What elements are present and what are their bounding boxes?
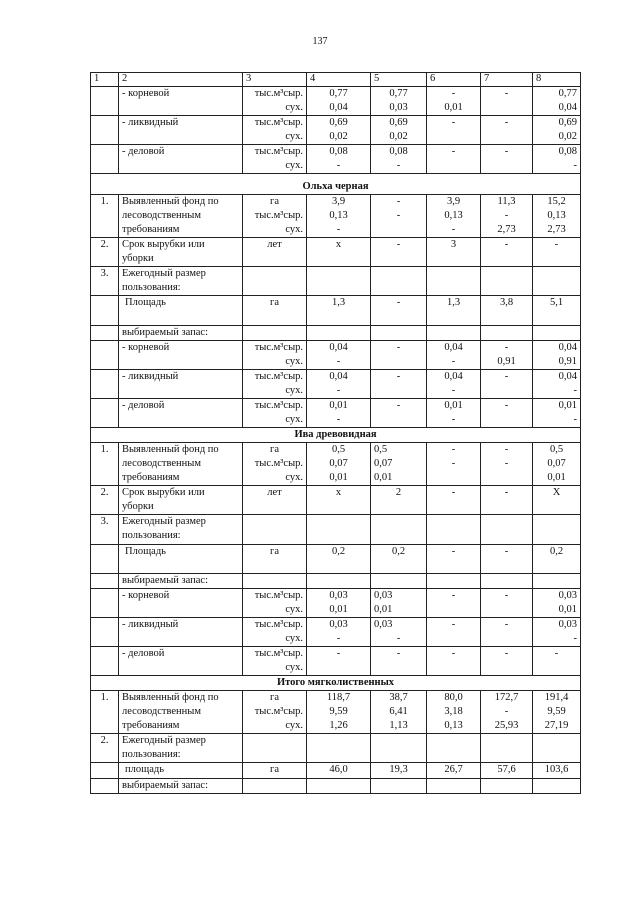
unit-label: лет [267, 487, 282, 499]
table-row [91, 544, 581, 573]
unit-label: тыс.м³сыр. [254, 341, 303, 353]
table-cell: 0,08 [389, 145, 408, 157]
row-label: требованиям [122, 224, 180, 236]
header-cell: 2 [119, 73, 243, 87]
table-cell: - [504, 618, 509, 630]
table-cell: 3,9 [446, 196, 461, 208]
table-cell: 3,18 [444, 706, 463, 718]
table-cell: - [504, 210, 509, 222]
section-title: Итого мягколиственных [276, 677, 395, 689]
row-label: - корневой [122, 341, 170, 353]
table-cell: 9,59 [547, 706, 566, 718]
table-row [91, 325, 581, 340]
table-cell: 0,02 [389, 130, 408, 142]
table-cell: 6,41 [389, 706, 408, 718]
unit-label: тыс.м³сыр. [254, 145, 303, 157]
table-cell: - [336, 413, 341, 425]
table-cell: 0,01 [444, 101, 463, 113]
table-cell: - [451, 224, 456, 236]
unit-label: сух. [285, 472, 303, 484]
row-number: 1. [100, 692, 109, 704]
table-cell: 2,73 [497, 224, 516, 236]
table-cell: - [451, 618, 456, 630]
table-cell: х [335, 239, 342, 251]
row-number: 3. [100, 516, 109, 528]
unit-label: сух. [285, 413, 303, 425]
section-header-row [91, 173, 581, 194]
section-title: Ольха черная [302, 180, 369, 192]
table-cell: - [451, 355, 456, 367]
row-label: - корневой [122, 589, 170, 601]
table-row [91, 369, 581, 398]
table-cell: 0,91 [497, 355, 516, 367]
table-cell: 80,0 [444, 692, 463, 704]
table-cell: 5,1 [549, 297, 564, 309]
table-row [91, 763, 581, 778]
table-row [91, 617, 581, 646]
table-cell: 172,7 [494, 692, 519, 704]
table-cell: 1,26 [329, 720, 348, 732]
table-row [91, 588, 581, 617]
unit-label: сух. [285, 130, 303, 142]
table-cell: 0,04 [329, 101, 348, 113]
row-label: выбираемый запас: [122, 779, 209, 791]
row-label: - ликвидный [122, 618, 179, 630]
table-cell: 0,04 [329, 370, 348, 382]
table-cell: 19,3 [389, 764, 408, 776]
header-cell: 1 [91, 73, 119, 87]
table-cell: 0,13 [444, 210, 463, 222]
row-label: - ликвидный [122, 116, 179, 128]
table-cell: 0,13 [329, 210, 348, 222]
table-cell: - [504, 116, 509, 128]
table-row [91, 398, 581, 427]
table-cell: 0,07 [547, 458, 566, 470]
table-cell: 0,03 [329, 589, 348, 601]
row-number: 2. [100, 487, 109, 499]
table-cell: 0,01 [329, 472, 348, 484]
table-row [91, 486, 581, 515]
table-cell: 0,01 [558, 399, 577, 411]
row-label: Площадь [125, 545, 166, 557]
table-cell: 2 [395, 487, 402, 499]
unit-label: сух. [285, 603, 303, 615]
table-cell: - [504, 444, 509, 456]
table-row [91, 86, 581, 115]
table-cell: - [336, 632, 341, 644]
row-number: 2. [100, 735, 109, 747]
table-row [91, 573, 581, 588]
row-number: 1. [100, 444, 109, 456]
unit-label: сух. [285, 720, 303, 732]
row-label: выбираемый запас: [122, 574, 209, 586]
unit-label: тыс.м³сыр. [254, 399, 303, 411]
unit-label: лет [267, 239, 282, 251]
row-label: Площадь [125, 297, 166, 309]
row-label: лесоводственным [122, 458, 201, 470]
table-cell: 0,03 [389, 101, 408, 113]
table-row [91, 267, 581, 296]
table-row [91, 443, 581, 486]
table-row [91, 515, 581, 544]
table-cell: 0,69 [558, 116, 577, 128]
table-cell: - [396, 370, 401, 382]
table-cell: - [451, 545, 456, 557]
table-cell: - [504, 589, 509, 601]
row-label: требованиям [122, 472, 180, 484]
table-cell: 0,03 [329, 618, 348, 630]
forest-resource-table [90, 72, 581, 794]
table-cell: - [396, 341, 401, 353]
table-cell: 26,7 [444, 764, 463, 776]
table-cell: 15,2 [547, 196, 566, 208]
table-cell: - [573, 413, 577, 425]
table-cell: 0,01 [374, 603, 393, 615]
table-cell: - [451, 116, 456, 128]
table-cell: - [396, 239, 401, 251]
row-label: Ежегодный размер [122, 516, 206, 528]
row-label: лесоводственным [122, 706, 201, 718]
table-cell: 0,03 [374, 589, 393, 601]
table-row [91, 144, 581, 173]
row-label: лесоводственным [122, 210, 201, 222]
unit-label: га [270, 692, 279, 704]
table-cell: - [573, 384, 577, 396]
column-header-row [91, 73, 581, 87]
unit-label: сух. [285, 224, 303, 236]
table-cell: - [396, 196, 401, 208]
table-cell: - [336, 159, 341, 171]
table-cell: 0,01 [329, 603, 348, 615]
table-cell: - [396, 632, 401, 644]
table-cell: 191,4 [544, 692, 569, 704]
table-cell: - [336, 355, 341, 367]
table-cell: 0,01 [374, 472, 393, 484]
table-cell: 46,0 [329, 764, 348, 776]
table-cell: 3,8 [499, 297, 514, 309]
table-cell: 0,02 [558, 130, 577, 142]
row-label: - деловой [122, 399, 165, 411]
unit-label: тыс.м³сыр. [254, 370, 303, 382]
table-cell: - [504, 458, 509, 470]
table-cell: 0,01 [547, 472, 566, 484]
row-label: Срок вырубки или [122, 487, 205, 499]
unit-label: тыс.м³сыр. [254, 210, 303, 222]
table-cell: - [396, 159, 401, 171]
table-cell: 0,04 [329, 341, 348, 353]
unit-label: сух. [285, 662, 303, 674]
table-cell: - [504, 370, 509, 382]
table-cell: - [554, 647, 559, 659]
table-row [91, 238, 581, 267]
unit-label: тыс.м³сыр. [254, 87, 303, 99]
table-cell: - [396, 297, 401, 309]
table-cell: - [504, 487, 509, 499]
table-cell: 0,2 [331, 545, 346, 557]
table-cell: 0,03 [558, 589, 577, 601]
table-cell: 0,91 [558, 355, 577, 367]
row-label: - корневой [122, 87, 170, 99]
table-cell: 3 [450, 239, 457, 251]
table-cell: 57,6 [497, 764, 516, 776]
table-cell: - [396, 210, 401, 222]
table-cell: - [451, 458, 456, 470]
unit-label: тыс.м³сыр. [254, 116, 303, 128]
table-cell: - [504, 399, 509, 411]
row-label: Ежегодный размер [122, 735, 206, 747]
row-label: площадь [125, 764, 164, 776]
unit-label: га [270, 444, 279, 456]
row-label: пользования: [122, 749, 181, 761]
header-cell: 5 [371, 73, 427, 87]
table-cell: 0,2 [549, 545, 564, 557]
table-cell: 0,69 [329, 116, 348, 128]
table-cell: 0,01 [329, 399, 348, 411]
row-label: - ликвидный [122, 370, 179, 382]
table-row [91, 340, 581, 369]
table-cell: 0,07 [374, 458, 393, 470]
table-cell: Х [552, 487, 561, 499]
unit-label: сух. [285, 159, 303, 171]
table-cell: - [504, 87, 509, 99]
table-cell: - [451, 444, 456, 456]
row-label: - деловой [122, 145, 165, 157]
table-cell: 0,04 [558, 101, 577, 113]
unit-label: га [270, 297, 279, 309]
table-row [91, 115, 581, 144]
table-cell: 0,08 [558, 145, 577, 157]
header-cell: 3 [243, 73, 307, 87]
table-cell: 0,01 [558, 603, 577, 615]
table-cell: - [504, 545, 509, 557]
table-cell: 0,13 [547, 210, 566, 222]
table-cell: 0,07 [329, 458, 348, 470]
unit-label: тыс.м³сыр. [254, 647, 303, 659]
table-cell: 0,04 [558, 341, 577, 353]
unit-label: га [270, 545, 279, 557]
table-row [91, 691, 581, 734]
table-cell: 0,03 [558, 618, 577, 630]
table-cell: - [504, 341, 509, 353]
table-cell: 0,5 [331, 444, 346, 456]
table-cell: 25,93 [494, 720, 519, 732]
unit-label: тыс.м³сыр. [254, 706, 303, 718]
row-label: требованиям [122, 720, 180, 732]
row-label: уборки [122, 253, 154, 265]
section-header-row [91, 428, 581, 443]
table-cell: 11,3 [497, 196, 516, 208]
table-row [91, 734, 581, 763]
table-cell: - [336, 384, 341, 396]
table-cell: 0,5 [549, 444, 564, 456]
table-row [91, 646, 581, 675]
table-cell: - [573, 159, 577, 171]
table-cell: 0,13 [444, 720, 463, 732]
row-label: пользования: [122, 282, 181, 294]
table-cell: - [451, 413, 456, 425]
table-cell: 0,04 [444, 341, 463, 353]
table-cell: 0,04 [558, 370, 577, 382]
table-cell: 0,02 [329, 130, 348, 142]
row-label: Выявленный фонд по [122, 692, 219, 704]
table-cell: - [573, 632, 577, 644]
table-cell: 0,5 [374, 444, 388, 456]
table-cell: - [504, 145, 509, 157]
unit-label: тыс.м³сыр. [254, 589, 303, 601]
unit-label: тыс.м³сыр. [254, 618, 303, 630]
table-cell: - [336, 224, 341, 236]
table-cell: 3,9 [331, 196, 346, 208]
row-number: 1. [100, 196, 109, 208]
header-cell: 4 [307, 73, 371, 87]
table-cell: 0,77 [389, 87, 408, 99]
unit-label: сух. [285, 355, 303, 367]
section-header-row [91, 676, 581, 691]
row-label: Ежегодный размер [122, 268, 206, 280]
table-cell: - [451, 384, 456, 396]
table-row [91, 195, 581, 238]
header-cell: 7 [481, 73, 533, 87]
table-cell: 118,7 [326, 692, 351, 704]
table-cell: 27,19 [544, 720, 569, 732]
table-cell: - [451, 647, 456, 659]
table-cell: - [451, 145, 456, 157]
table-cell: 9,59 [329, 706, 348, 718]
unit-label: сух. [285, 101, 303, 113]
row-label: Срок вырубки или [122, 239, 205, 251]
row-label: пользования: [122, 530, 181, 542]
unit-label: сух. [285, 632, 303, 644]
table-row [91, 296, 581, 325]
table-cell: - [451, 589, 456, 601]
table-cell: 2,73 [547, 224, 566, 236]
table-cell: 0,01 [444, 399, 463, 411]
table-row [91, 778, 581, 793]
header-cell: 6 [427, 73, 481, 87]
table-cell: 0,77 [329, 87, 348, 99]
table-cell: 0,69 [389, 116, 408, 128]
row-label: Выявленный фонд по [122, 444, 219, 456]
row-number: 3. [100, 268, 109, 280]
unit-label: сух. [285, 384, 303, 396]
row-label: - деловой [122, 647, 165, 659]
row-label: уборки [122, 501, 154, 513]
table-cell: - [504, 706, 509, 718]
unit-label: тыс.м³сыр. [254, 458, 303, 470]
header-cell: 8 [533, 73, 581, 87]
table-cell: - [336, 647, 341, 659]
section-title: Ива древовидная [294, 429, 377, 441]
table-cell: 0,77 [558, 87, 577, 99]
row-label: выбираемый запас: [122, 326, 209, 338]
table-cell: - [451, 87, 456, 99]
row-number: 2. [100, 239, 109, 251]
table-cell: 103,6 [544, 764, 569, 776]
table-cell: - [554, 239, 559, 251]
table-cell: - [396, 647, 401, 659]
unit-label: га [270, 764, 279, 776]
table-cell: 38,7 [389, 692, 408, 704]
table-cell: 0,08 [329, 145, 348, 157]
row-label: Выявленный фонд по [122, 196, 219, 208]
table-cell: - [504, 647, 509, 659]
table-cell: 1,13 [389, 720, 408, 732]
page-number: 137 [312, 36, 328, 47]
table-cell: 0,03 [374, 618, 393, 630]
table-cell: - [451, 487, 456, 499]
table-cell: 1,3 [331, 297, 346, 309]
table-cell: - [504, 239, 509, 251]
unit-label: га [270, 196, 279, 208]
table-cell: 0,2 [391, 545, 406, 557]
table-cell: 0,04 [444, 370, 463, 382]
table-cell: - [396, 399, 401, 411]
table-cell: х [335, 487, 342, 499]
table-cell: 1,3 [446, 297, 461, 309]
